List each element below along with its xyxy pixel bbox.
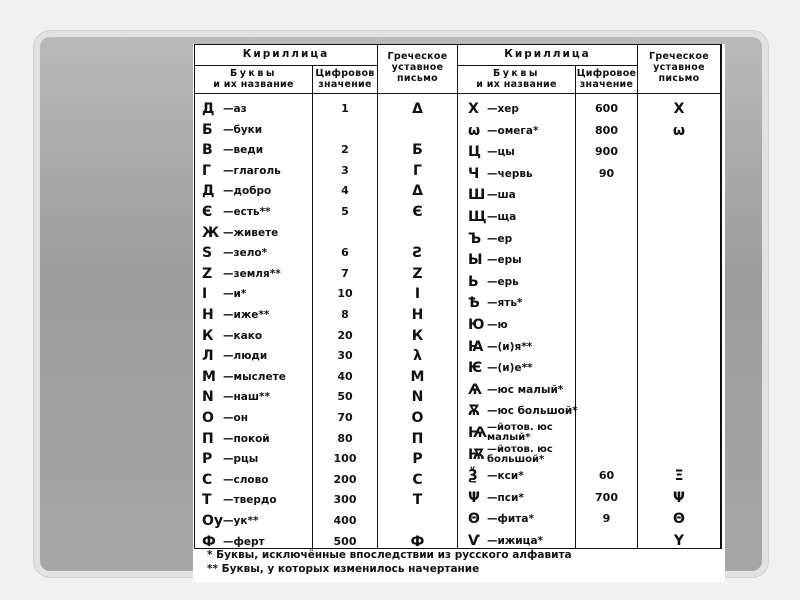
numeric-value: 700 [595,490,618,504]
row-divider [457,65,638,66]
letter-name: —ерь [487,275,519,288]
letter-name: —ижица* [487,535,544,547]
letter-glyph: N [202,389,214,406]
header-letters-sub-left: и их название [213,79,294,90]
letter-name: —червь [487,167,533,180]
table-row [193,466,725,486]
numeric-value: 4 [341,184,349,198]
letter-name: —наш** [223,391,270,404]
alphabet-table-document [193,44,725,582]
numeric-value: 900 [595,145,618,159]
letter-glyph: Ꙗ [468,338,484,355]
letter-glyph: Ы [468,252,483,269]
greek-letter: Н [411,307,424,323]
greek-letter: К [411,327,424,344]
greek-letter: І [414,286,421,303]
letter-glyph: Ъ [468,230,482,247]
numeric-value: 600 [595,102,618,115]
table-border-top [194,44,722,45]
footnotes [207,548,717,576]
letter-name: —зело* [223,247,268,260]
letter-glyph: Ѭ [468,446,486,463]
letter-glyph: Ζ [202,265,213,282]
header-letters-sub-right: и их название [476,79,557,90]
greek-letter: Ф [410,533,425,550]
numeric-value: 7 [341,266,349,280]
numeric-value: 300 [333,493,357,507]
letter-glyph: Ѩ [468,425,488,441]
letter-glyph: Є [202,204,213,220]
letter-name: —(и)я** [487,340,533,353]
letter-glyph: Д [202,101,215,117]
letter-name: —цы [487,146,515,159]
header-greek-left-2: уставное [391,62,444,73]
header-greek-left-1: Греческое [387,51,448,62]
row-divider [194,93,722,94]
greek-letter: Δ [412,183,423,200]
greek-letter: М [410,368,425,385]
table-row [193,229,725,249]
letter-name: —ять* [487,297,523,310]
table-row [193,142,725,162]
table-row [193,250,725,270]
table-row [193,99,725,119]
numeric-value: 30 [337,349,353,363]
letter-name: —ша [487,189,516,202]
header-letters-right: Буквы [493,68,540,79]
letter-name: —веди [223,144,264,157]
greek-letter: Ζ [412,265,423,282]
greek-letter: Χ [673,101,685,117]
header-cyrillic-left: Кириллица [242,48,330,60]
letter-glyph: Ѕ [202,245,213,262]
letter-name: —хер [487,103,519,115]
greek-letter: ω [672,122,686,139]
letter-glyph: О [202,410,214,426]
greek-letter: N [411,389,424,406]
letter-glyph: К [202,327,214,344]
greek-letter: Р [412,451,423,468]
greek-letter: Ψ [673,489,685,506]
greek-letter: О [411,410,424,426]
letter-name: —слово [223,473,269,486]
table-row [193,207,725,227]
letter-name: —(и)е** [487,362,533,375]
letter-name: —ук** [223,515,259,527]
letter-name: —люди [223,350,268,363]
letter-name: —добро [223,185,272,198]
letter-name: —юс малый* [487,383,564,396]
letter-glyph: Т [202,492,212,509]
letter-glyph: Ь [468,273,479,290]
letter-name: —твердо [223,494,277,507]
numeric-value: 50 [337,390,353,404]
letter-glyph: Л [202,348,214,365]
letter-name: —пси* [487,491,524,504]
letter-name: —есть** [223,206,271,218]
letter-name: —он [223,412,248,424]
greek-letter: Ƨ [412,245,423,262]
greek-letter: Δ [412,101,423,117]
footnote-changed-letters: ** Буквы, у которых изменилось начертание [207,563,480,575]
letter-name: —ща [487,211,517,223]
letter-glyph: Р [202,451,213,468]
numeric-value: 60 [598,469,615,483]
letter-glyph: Ф [202,533,216,550]
table-row [193,121,725,141]
letter-name: —живете [223,226,279,239]
letter-name: —иже** [223,309,270,321]
numeric-value: 1 [341,102,349,115]
letter-glyph: Б [202,121,213,138]
letter-name: —кси* [487,470,524,483]
letter-glyph: Ѣ [468,295,480,312]
letter-glyph: П [202,430,214,447]
table-row [193,488,725,508]
numeric-value: 400 [333,514,357,527]
greek-letter: Т [412,492,423,509]
table-row [193,272,725,292]
letter-glyph: І [202,286,208,303]
header-letters-left: Буквы [230,68,277,79]
numeric-value: 20 [337,328,353,342]
letter-name: —еры [487,254,522,267]
table-row [193,293,725,313]
header-numeric-right-1: Цифровое [576,68,637,79]
letter-glyph: В [202,142,213,159]
letter-glyph: Г [202,162,211,179]
footnote-excluded-letters: * Буквы, исключённые впоследствии из русского алфавита [207,549,572,561]
letter-glyph: Ю [468,317,485,333]
letter-name: —земля** [223,267,281,280]
letter-glyph: Ѵ [468,533,480,549]
greek-letter: Γ [413,162,422,179]
numeric-value: 3 [341,163,349,177]
letter-glyph: Ѧ [468,381,482,398]
letter-name: —аз [223,103,247,115]
letter-glyph: ω [468,122,481,139]
letter-glyph: Ц [468,144,481,161]
numeric-value: 2 [341,143,349,157]
letter-name: —буки [223,123,263,136]
header-greek-right-1: Греческое [648,51,709,62]
letter-glyph: Θ [468,511,480,528]
table-row [193,185,725,205]
numeric-value: 500 [333,534,357,548]
letter-glyph: Х [468,101,479,117]
letter-name: —покой [223,432,270,445]
letter-name: —юс большой* [487,405,578,418]
letter-name: —йотов. юс малый* [487,422,553,443]
greek-letter: Ƃ [412,142,423,159]
table-row [193,445,725,465]
numeric-value: 100 [333,452,357,466]
letter-glyph: Ѯ [468,468,478,485]
letter-name: —ю [487,319,508,331]
header-greek-right-3: письмо [658,73,700,84]
letter-glyph: Ѫ [468,403,480,420]
letter-glyph: Ѥ [468,360,483,377]
letter-glyph: Ψ [468,489,480,506]
greek-letter: Є [412,204,423,220]
letter-glyph: Щ [468,209,487,225]
letter-name: —ферт [223,535,265,548]
table-row [193,358,725,378]
greek-letter: П [411,430,424,447]
header-cyrillic-right: Кириллица [504,48,591,60]
numeric-value: 9 [602,512,611,526]
header-greek-left-3: письмо [397,73,438,84]
letter-name: —ер [487,232,513,245]
greek-letter: λ [413,348,422,365]
numeric-value: 800 [595,123,618,137]
numeric-value: 70 [337,411,353,424]
letter-glyph: М [202,368,216,385]
letter-glyph: Ч [468,165,480,182]
numeric-value: 6 [341,246,349,260]
header-numeric-left-1: Цифровов [315,68,375,79]
row-divider [194,65,378,66]
letter-name: —омега* [487,124,539,137]
letter-glyph: С [202,471,213,488]
table-row [193,423,725,443]
header-numeric-left-2: значение [318,79,372,90]
table-row [193,315,725,335]
letter-glyph: Ж [202,224,220,241]
letter-glyph: Д [202,183,215,200]
letter-name: —глаголь [223,164,281,177]
letter-glyph: Оу [202,513,224,529]
greek-letter: С [412,471,423,488]
table-row [193,380,725,400]
letter-name: —йотов. юс большой* [487,443,553,465]
table-row [193,337,725,357]
header-numeric-right-2: значение [579,79,634,90]
numeric-value: 200 [333,472,357,486]
letter-name: —мыслете [223,370,286,383]
greek-letter: Ξ [674,468,684,485]
greek-letter: Υ [673,533,685,549]
letter-name: —како [223,329,263,342]
numeric-value: 5 [341,205,349,218]
table-row [193,164,725,184]
numeric-value: 10 [337,287,353,301]
numeric-value: 8 [341,308,349,321]
letter-glyph: Ш [468,187,486,204]
numeric-value: 80 [337,431,353,445]
letter-name: —фита* [487,513,534,526]
header-greek-right-2: уставное [653,62,705,73]
numeric-value: 40 [337,369,353,383]
letter-glyph: Н [202,307,214,323]
numeric-value: 90 [598,166,615,180]
greek-letter: Θ [673,511,685,528]
letter-name: —и* [223,288,247,301]
letter-name: —рцы [223,453,259,466]
table-row [193,401,725,421]
table-row [193,509,725,529]
